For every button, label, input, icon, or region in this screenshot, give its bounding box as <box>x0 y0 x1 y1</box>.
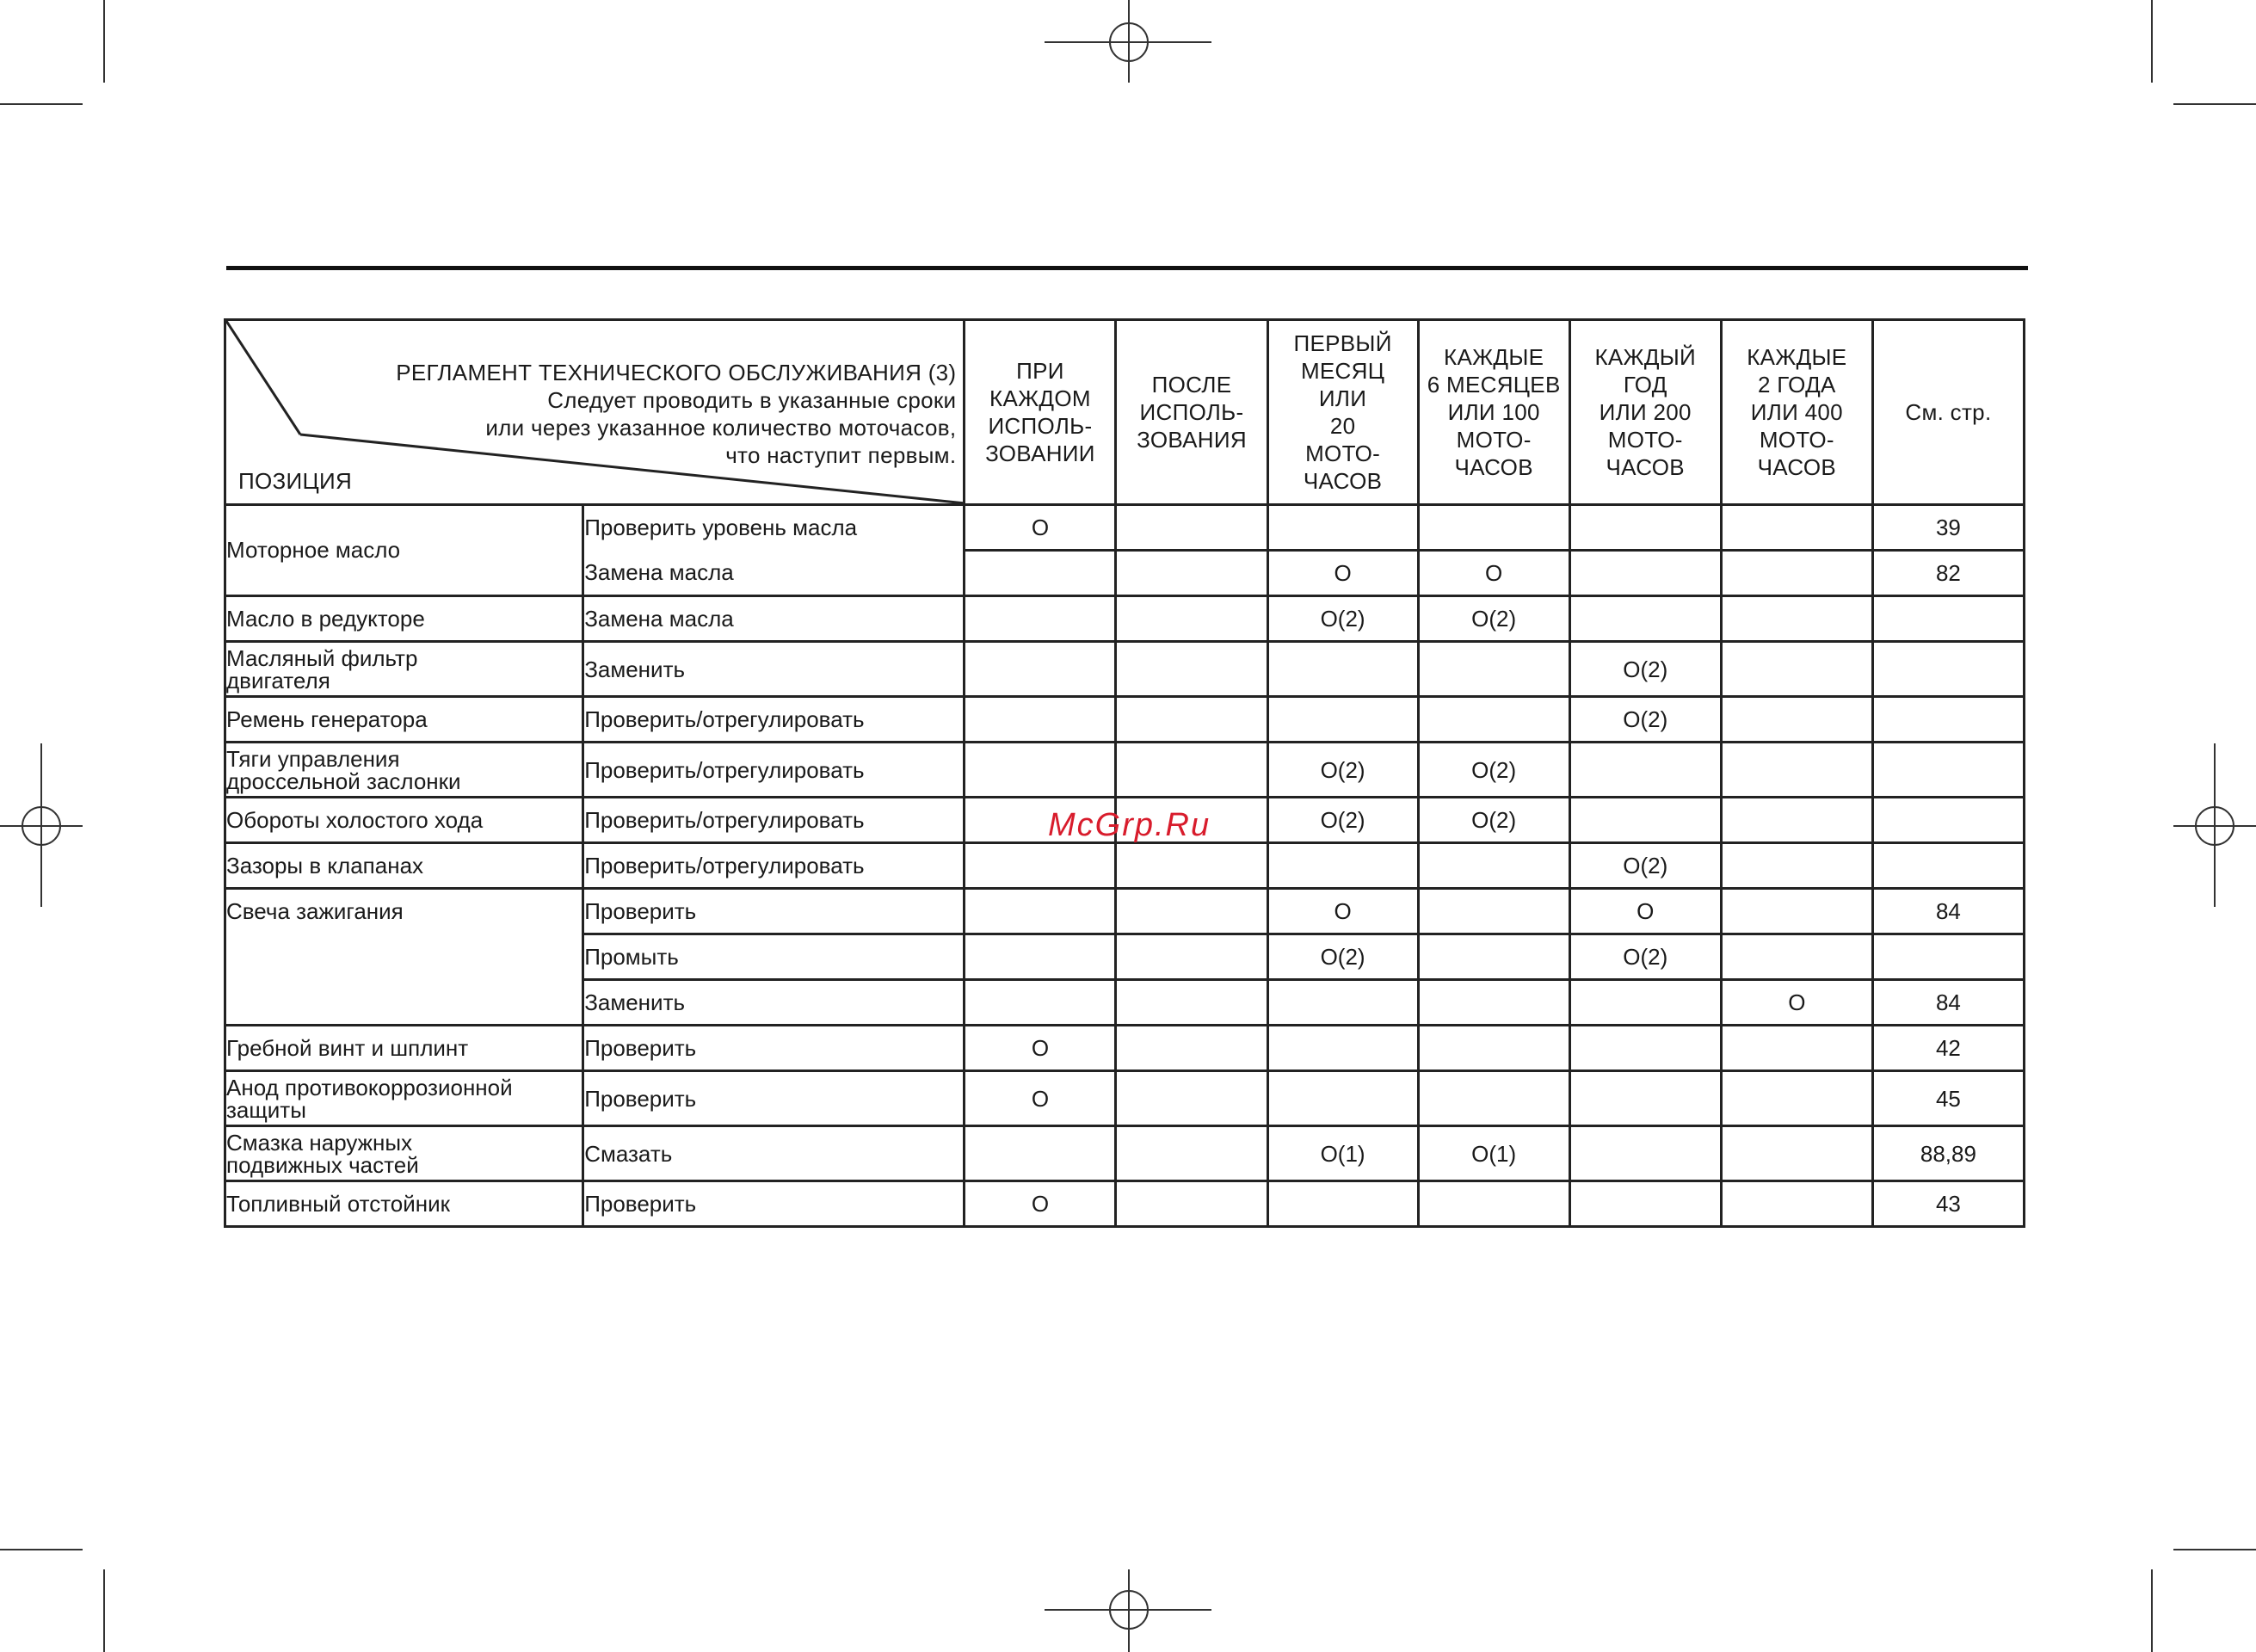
mark-cell <box>1418 980 1569 1026</box>
col-header-text: См. стр. <box>1905 399 1992 425</box>
header-row <box>225 320 2025 505</box>
col-header-after-use <box>1116 320 1267 505</box>
mark-cell <box>1116 551 1267 596</box>
mark-cell <box>1569 980 1721 1026</box>
page-cell: 42 <box>1872 1026 2024 1071</box>
mark-cell <box>1721 1026 1872 1071</box>
action-cell: Проверить <box>583 1181 965 1227</box>
table-row <box>225 642 2025 697</box>
action-cell: Проверить/отрегулировать <box>583 843 965 889</box>
mark-cell: O <box>965 1026 1116 1071</box>
action-cell: Проверить/отрегулировать <box>583 697 965 743</box>
mark-cell <box>1116 642 1267 697</box>
mark-cell <box>1267 1181 1418 1227</box>
title-line: Следует проводить в указанные сроки <box>547 387 957 413</box>
mark-cell <box>1267 505 1418 551</box>
mark-cell <box>1721 505 1872 551</box>
col-header-text: ПРИ КАЖДОМ ИСПОЛЬ- ЗОВАНИИ <box>985 358 1095 466</box>
page-cell <box>1872 697 2024 743</box>
mark-cell <box>1569 551 1721 596</box>
action-cell: Замена масла <box>583 551 965 596</box>
crop-mark <box>2173 1549 2256 1550</box>
mark-cell: O(2) <box>1418 743 1569 798</box>
mark-cell <box>1267 980 1418 1026</box>
action-cell: Смазать <box>583 1126 965 1181</box>
mark-cell <box>965 843 1116 889</box>
action-cell: Заменить <box>583 980 965 1026</box>
mark-cell <box>1721 697 1872 743</box>
mark-cell <box>1116 889 1267 934</box>
action-cell: Проверить уровень масла <box>583 505 965 551</box>
table-row <box>225 1126 2025 1181</box>
mark-cell <box>1267 843 1418 889</box>
mark-cell <box>1116 743 1267 798</box>
mark-cell <box>1418 934 1569 980</box>
position-cell: Анод противокоррозионной защиты <box>225 1071 583 1126</box>
table-row <box>225 1071 2025 1126</box>
mark-cell: O(2) <box>1569 934 1721 980</box>
col-header-text: ПОСЛЕ ИСПОЛЬ- ЗОВАНИЯ <box>1137 372 1247 453</box>
action-cell: Промыть <box>583 934 965 980</box>
mark-cell <box>965 1126 1116 1181</box>
page-cell <box>1872 843 2024 889</box>
col-header-text: КАЖДЫЙ ГОД ИЛИ 200 МОТО- ЧАСОВ <box>1594 344 1697 480</box>
mark-cell: O(1) <box>1267 1126 1418 1181</box>
col-header-text: ПЕРВЫЙ МЕСЯЦ ИЛИ 20 МОТО- ЧАСОВ <box>1293 330 1392 494</box>
registration-circle-icon <box>1109 22 1149 62</box>
mark-cell: O(2) <box>1569 843 1721 889</box>
mark-cell: O <box>1267 551 1418 596</box>
mark-cell: O(2) <box>1267 743 1418 798</box>
mark-cell <box>1116 1071 1267 1126</box>
table-row <box>225 697 2025 743</box>
action-cell: Проверить/отрегулировать <box>583 743 965 798</box>
mark-cell <box>965 697 1116 743</box>
title-line: РЕГЛАМЕНТ ТЕХНИЧЕСКОГО ОБСЛУЖИВАНИЯ (3) <box>396 360 957 385</box>
action-cell: Проверить <box>583 1026 965 1071</box>
mark-cell: O <box>1418 551 1569 596</box>
position-cell: Тяги управления дроссельной заслонки <box>225 743 583 798</box>
mark-cell: O(2) <box>1569 697 1721 743</box>
table-row <box>225 1181 2025 1227</box>
mark-cell <box>1721 889 1872 934</box>
mark-cell <box>1116 505 1267 551</box>
page-cell: 43 <box>1872 1181 2024 1227</box>
mark-cell <box>1569 505 1721 551</box>
mark-cell <box>1267 1071 1418 1126</box>
mark-cell: O <box>965 1071 1116 1126</box>
position-cell: Топливный отстойник <box>225 1181 583 1227</box>
mark-cell <box>1569 1181 1721 1227</box>
page-cell: 84 <box>1872 889 2024 934</box>
mark-cell: O <box>1569 889 1721 934</box>
mark-cell <box>1116 934 1267 980</box>
position-cell: Ремень генератора <box>225 697 583 743</box>
page-cell <box>1872 743 2024 798</box>
col-header-2-years <box>1721 320 1872 505</box>
registration-circle-icon <box>22 806 61 846</box>
mark-cell <box>1116 980 1267 1026</box>
mark-cell: O(2) <box>1267 934 1418 980</box>
mark-cell <box>965 889 1116 934</box>
title-line: или через указанное количество моточасов, <box>485 415 957 441</box>
position-cell: Свеча зажигания <box>225 889 583 1026</box>
mark-cell <box>965 642 1116 697</box>
crop-mark <box>103 0 105 83</box>
mark-cell <box>1569 1126 1721 1181</box>
mark-cell <box>1418 889 1569 934</box>
mark-cell <box>1267 642 1418 697</box>
crop-mark <box>2151 1569 2153 1652</box>
crop-mark <box>0 103 83 105</box>
mark-cell <box>1569 743 1721 798</box>
mark-cell <box>1569 798 1721 843</box>
position-cell: Смазка наружных подвижных частей <box>225 1126 583 1181</box>
mark-cell <box>1116 1026 1267 1071</box>
mark-cell <box>1418 697 1569 743</box>
mark-cell <box>1721 551 1872 596</box>
registration-circle-icon <box>1109 1590 1149 1630</box>
action-cell: Проверить <box>583 889 965 934</box>
title-line: что наступит первым. <box>725 442 957 468</box>
position-cell: Масло в редукторе <box>225 596 583 642</box>
mark-cell <box>1267 1026 1418 1071</box>
page-cell <box>1872 642 2024 697</box>
mark-cell <box>1418 843 1569 889</box>
table-row <box>225 505 2025 551</box>
mark-cell: O(1) <box>1418 1126 1569 1181</box>
mark-cell <box>1721 596 1872 642</box>
page-cell <box>1872 798 2024 843</box>
mark-cell: O <box>1267 889 1418 934</box>
col-header-6-months <box>1418 320 1569 505</box>
page-cell <box>1872 934 2024 980</box>
mark-cell <box>1267 697 1418 743</box>
mark-cell: O(2) <box>1418 596 1569 642</box>
maintenance-schedule-table <box>224 318 2025 1228</box>
mark-cell <box>965 980 1116 1026</box>
mark-cell <box>1721 1181 1872 1227</box>
mark-cell <box>1418 642 1569 697</box>
action-cell: Проверить <box>583 1071 965 1126</box>
mark-cell <box>965 596 1116 642</box>
table-row <box>225 596 2025 642</box>
mark-cell <box>1116 596 1267 642</box>
page-cell: 39 <box>1872 505 2024 551</box>
crop-mark <box>2173 103 2256 105</box>
table-row <box>225 743 2025 798</box>
mark-cell: O <box>1721 980 1872 1026</box>
position-cell: Моторное масло <box>225 505 583 596</box>
mark-cell <box>965 551 1116 596</box>
mark-cell <box>1418 1181 1569 1227</box>
registration-circle-icon <box>2195 806 2234 846</box>
crop-mark <box>2151 0 2153 83</box>
mark-cell <box>1569 596 1721 642</box>
table-row <box>225 1026 2025 1071</box>
page-cell: 45 <box>1872 1071 2024 1126</box>
position-cell: Масляный фильтр двигателя <box>225 642 583 697</box>
page-cell: 82 <box>1872 551 2024 596</box>
page-cell: 88,89 <box>1872 1126 2024 1181</box>
schedule-title <box>396 359 956 469</box>
mark-cell <box>1569 1026 1721 1071</box>
col-header-text: КАЖДЫЕ 6 МЕСЯЦЕВ ИЛИ 100 МОТО- ЧАСОВ <box>1427 344 1561 480</box>
mark-cell <box>1569 1071 1721 1126</box>
mark-cell <box>1721 1126 1872 1181</box>
mark-cell <box>1418 505 1569 551</box>
action-cell: Заменить <box>583 642 965 697</box>
top-rule <box>226 266 2028 270</box>
page-cell: 84 <box>1872 980 2024 1026</box>
mark-cell <box>965 743 1116 798</box>
mark-cell <box>1721 843 1872 889</box>
position-cell: Зазоры в клапанах <box>225 843 583 889</box>
mark-cell <box>1721 934 1872 980</box>
mark-cell <box>1418 1026 1569 1071</box>
action-cell: Проверить/отрегулировать <box>583 798 965 843</box>
mark-cell <box>1116 1181 1267 1227</box>
mark-cell <box>1418 1071 1569 1126</box>
col-header-first-month <box>1267 320 1418 505</box>
mark-cell <box>1721 1071 1872 1126</box>
mark-cell <box>1721 798 1872 843</box>
mark-cell: O <box>965 505 1116 551</box>
action-cell: Замена масла <box>583 596 965 642</box>
watermark: McGrp.Ru <box>1048 807 1211 843</box>
diagonal-header-cell <box>225 320 965 505</box>
crop-mark <box>103 1569 105 1652</box>
col-header-text: КАЖДЫЕ 2 ГОДА ИЛИ 400 МОТО- ЧАСОВ <box>1747 344 1847 480</box>
table-row <box>225 889 2025 934</box>
mark-cell <box>1116 1126 1267 1181</box>
table-row <box>225 843 2025 889</box>
mark-cell: O <box>965 1181 1116 1227</box>
position-label: ПОЗИЦИЯ <box>238 468 353 494</box>
mark-cell: O(2) <box>1418 798 1569 843</box>
mark-cell <box>1116 843 1267 889</box>
col-header-1-year <box>1569 320 1721 505</box>
position-cell: Обороты холостого хода <box>225 798 583 843</box>
mark-cell <box>965 934 1116 980</box>
mark-cell <box>1721 743 1872 798</box>
mark-cell: O(2) <box>1267 798 1418 843</box>
mark-cell <box>1116 697 1267 743</box>
mark-cell: O(2) <box>1569 642 1721 697</box>
col-header-page <box>1872 320 2024 505</box>
page-cell <box>1872 596 2024 642</box>
mark-cell: O(2) <box>1267 596 1418 642</box>
position-cell: Гребной винт и шплинт <box>225 1026 583 1071</box>
crop-mark <box>0 1549 83 1550</box>
mark-cell <box>1721 642 1872 697</box>
col-header-each-use <box>965 320 1116 505</box>
